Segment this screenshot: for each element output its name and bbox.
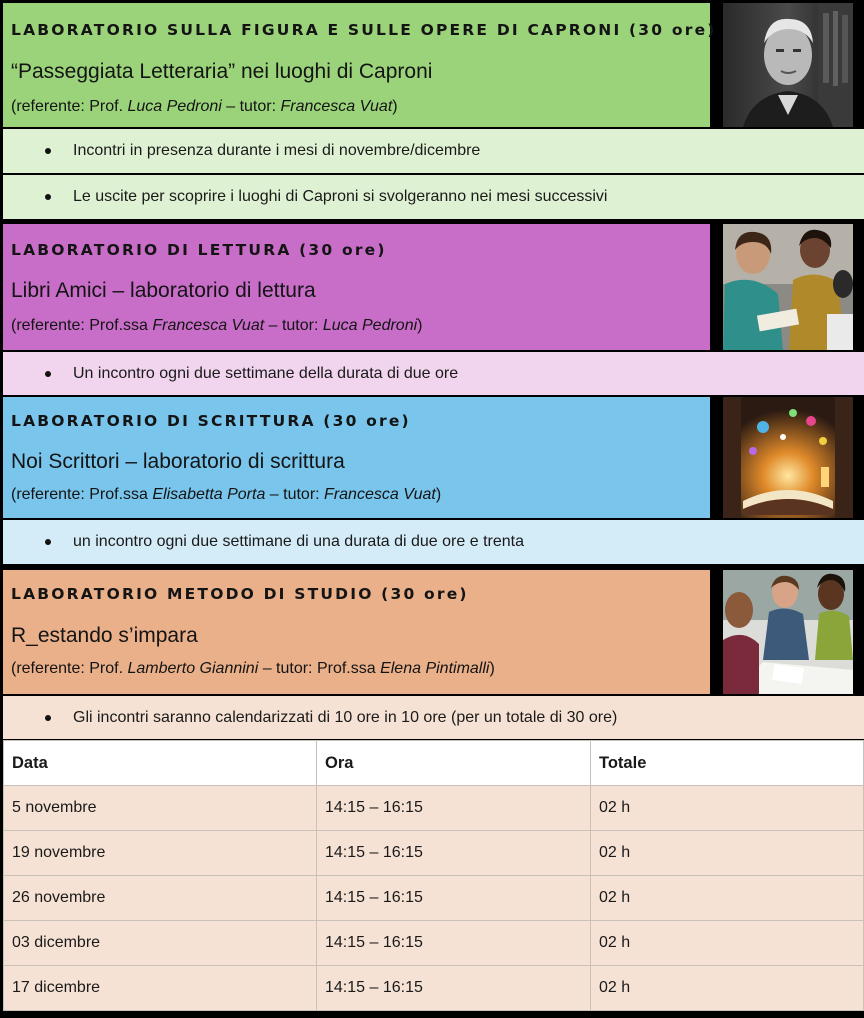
lab-studio-header: [3, 570, 710, 694]
lab-scrittura-header: [3, 397, 710, 518]
lab-subtitle: Libri Amici – laboratorio di lettura: [11, 279, 316, 302]
table-row: [4, 876, 864, 921]
cell-time: 14:15 – 16:15: [317, 921, 591, 966]
lab-title: LABORATORIO SULLA FIGURA E SULLE OPERE DI CAPRONI (30 ore): [11, 21, 717, 39]
header-data: Data: [4, 741, 317, 786]
header-ora: Ora: [317, 741, 591, 786]
cell-date: 19 novembre: [4, 831, 317, 876]
table-row: [4, 831, 864, 876]
cell-total: 02 h: [591, 921, 864, 966]
cell-time: 14:15 – 16:15: [317, 966, 591, 1011]
lab-subtitle: “Passeggiata Letteraria” nei luoghi di Caproni: [11, 60, 433, 83]
table-row: [4, 966, 864, 1011]
cell-total: 02 h: [591, 831, 864, 876]
cell-total: 02 h: [591, 786, 864, 831]
header-totale: Totale: [591, 741, 864, 786]
lab-bullet: Un incontro ogni due settimane della durata di due ore: [3, 352, 864, 395]
table-row: [4, 786, 864, 831]
study-group-photo: [723, 570, 853, 694]
lab-title: LABORATORIO DI SCRITTURA (30 ore): [11, 412, 411, 430]
cell-date: 26 novembre: [4, 876, 317, 921]
cell-time: 14:15 – 16:15: [317, 786, 591, 831]
lab-referents: (referente: Prof. Lamberto Giannini – tutor: Prof.ssa Elena Pintimalli): [11, 660, 495, 677]
cell-date: 5 novembre: [4, 786, 317, 831]
lab-referents: (referente: Prof.ssa Elisabetta Porta – tutor: Francesca Vuat): [11, 486, 442, 503]
cell-date: 03 dicembre: [4, 921, 317, 966]
lab-bullet: Gli incontri saranno calendarizzati di 10 ore in 10 ore (per un totale di 30 ore): [3, 696, 864, 739]
reading-group-photo: [723, 224, 853, 350]
table-header-row: [4, 741, 864, 786]
lab-subtitle: R_estando s’impara: [11, 624, 198, 647]
lab-bullet: un incontro ogni due settimane di una durata di due ore e trenta: [3, 520, 864, 564]
cell-time: 14:15 – 16:15: [317, 831, 591, 876]
cell-total: 02 h: [591, 876, 864, 921]
portrait-photo: [723, 3, 853, 127]
lab-lettura-header: [3, 224, 710, 350]
magic-book-photo: [723, 397, 853, 518]
lab-bullet: Le uscite per scoprire i luoghi di Caproni si svolgeranno nei mesi successivi: [3, 175, 864, 219]
lab-title: LABORATORIO DI LETTURA (30 ore): [11, 241, 387, 259]
lab-title: LABORATORIO METODO DI STUDIO (30 ore): [11, 585, 469, 603]
schedule-table: [3, 740, 864, 1011]
lab-referents: (referente: Prof.ssa Francesca Vuat – tutor: Luca Pedroni): [11, 317, 423, 334]
cell-date: 17 dicembre: [4, 966, 317, 1011]
table-row: [4, 921, 864, 966]
lab-caproni-header: [3, 3, 717, 127]
lab-subtitle: Noi Scrittori – laboratorio di scrittura: [11, 450, 345, 473]
lab-referents: (referente: Prof. Luca Pedroni – tutor: Francesca Vuat): [11, 98, 398, 115]
lab-bullet: Incontri in presenza durante i mesi di novembre/dicembre: [3, 129, 864, 173]
cell-total: 02 h: [591, 966, 864, 1011]
cell-time: 14:15 – 16:15: [317, 876, 591, 921]
